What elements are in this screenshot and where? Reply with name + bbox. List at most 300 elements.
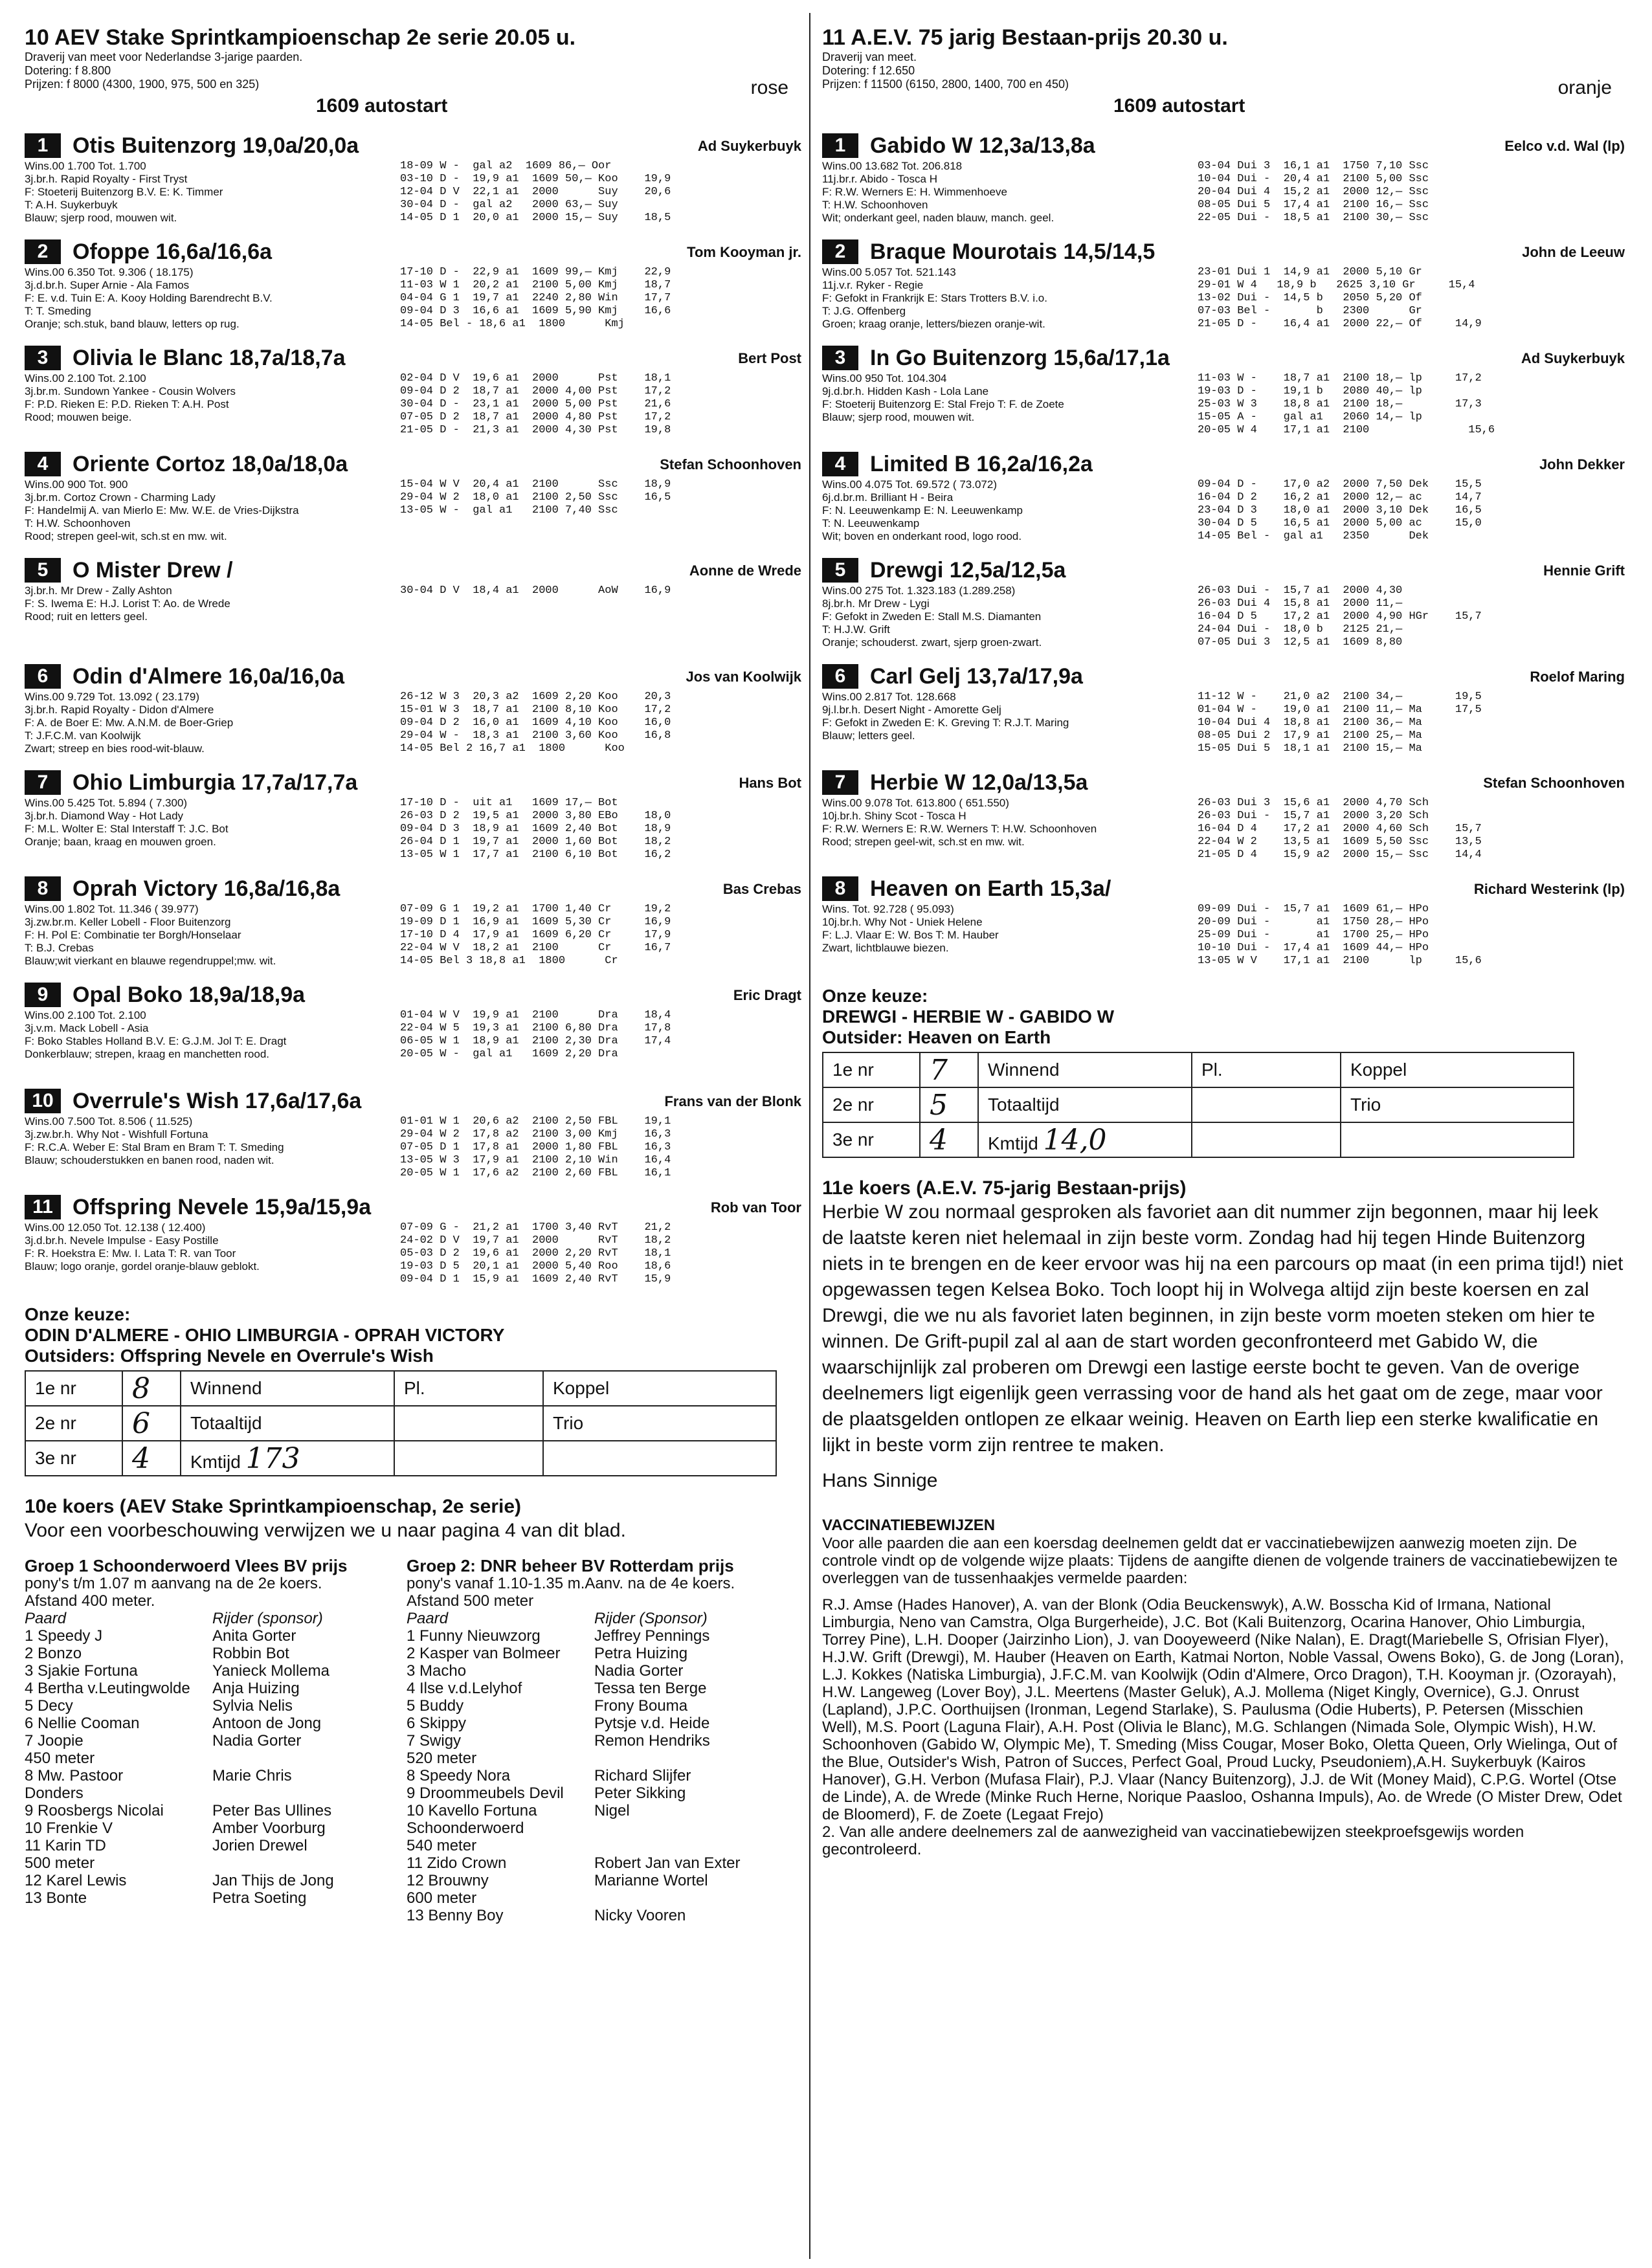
info-line: F: R.W. Werners E: R.W. Werners T: H.W. Schoonhoven — [822, 823, 1097, 835]
bet-type — [543, 1441, 776, 1476]
vaccination-intro: Voor alle paarden die aan een koersdag deelnemen geldt dat er vaccinatiebewijzen aanwezig moeten zijn. De controle vindt op de volgende wijze plaats: Tijdens de aangifte dienen de volgende trainers de vaccinatiebewijzen te overleggen van de tussenhaakjes vermelde paarden: — [822, 1535, 1618, 1587]
bet-type — [1341, 1122, 1574, 1157]
info-line: Wins.00 950 Tot. 104.304 — [822, 372, 947, 384]
bet-row-label: 3e nr — [25, 1441, 122, 1476]
pony-row — [25, 1819, 407, 1837]
keuze-outsiders: Outsiders: Offspring Nevele en Overrule's Wish — [25, 1346, 434, 1366]
bet-type: Trio — [543, 1406, 776, 1441]
rider-name: Jeffrey Pennings — [594, 1627, 710, 1645]
info-line: T: H.W. Schoonhoven — [822, 199, 928, 211]
horse-info — [25, 691, 400, 755]
info-line: Zwart; streep en bies rood-wit-blauw. — [25, 742, 205, 755]
horse-name: Opal Boko 18,9a/18,9a — [73, 982, 306, 1007]
form-line: 09-04 D 2 18,7 a1 2000 4,00 Pst 17,2 — [400, 385, 671, 397]
form-lines — [1198, 266, 1482, 331]
info-line: Wins.00 900 Tot. 900 — [25, 478, 128, 491]
keuze-heading: Onze keuze: — [25, 1304, 131, 1324]
pony-name: 13 Benny Boy — [407, 1907, 504, 1924]
pony-row — [25, 1627, 407, 1645]
info-line: 3j.br.m. Sundown Yankee - Cousin Wolvers — [25, 385, 236, 397]
bet-type: Koppel — [543, 1371, 776, 1406]
info-line: 11j.v.r. Ryker - Regie — [822, 279, 924, 291]
bet-handwritten-time[interactable]: 14,0 — [1043, 1123, 1107, 1157]
vaccination-note: 2. Van alle andere deelnemers zal de aanwezigheid van vaccinatiebewijzen steekproefsgewijs worden gecontroleerd. — [822, 1823, 1524, 1858]
form-line: 15-05 A - gal a1 2060 14,— lp — [1198, 411, 1422, 423]
info-line: Wit; onderkant geel, naden blauw, manch. geel. — [822, 212, 1055, 224]
bet-form — [822, 1052, 1574, 1158]
horse-name: Limited B 16,2a/16,2a — [870, 451, 1093, 476]
start-number: 7 — [25, 770, 61, 795]
rider-name: Nigel — [594, 1802, 630, 1819]
form-line: 26-04 D 1 19,7 a1 2000 1,60 Bot 18,2 — [400, 836, 671, 848]
info-line: F: H. Pol E: Combinatie ter Borgh/Honselaar — [25, 929, 241, 941]
keuze-heading: Onze keuze: — [822, 986, 928, 1006]
form-line: 22-05 Dui - 18,5 a1 2100 30,— Ssc — [1198, 212, 1429, 224]
info-line: Groen; kraag oranje, letters/biezen oranje-wit. — [822, 318, 1045, 330]
info-line: Rood; strepen geel-wit, sch.st en mw. wit. — [822, 836, 1025, 848]
horse-name: Olivia le Blanc 18,7a/18,7a — [73, 345, 346, 370]
start-number: 6 — [822, 664, 858, 689]
start-number: 2 — [25, 239, 61, 264]
keuze-box — [822, 986, 1625, 1158]
info-line: F: N. Leeuwenkamp E: N. Leeuwenkamp — [822, 504, 1023, 517]
form-line: 26-03 Dui - 15,7 a1 2000 4,30 — [1198, 584, 1403, 597]
form-lines — [400, 797, 671, 862]
info-line: T: A.H. Suykerbuyk — [25, 199, 118, 211]
start-number: 1 — [822, 133, 858, 158]
driver-name: Stefan Schoonhoven — [1483, 775, 1625, 791]
horse-entry — [822, 131, 1625, 228]
bet-type — [394, 1406, 543, 1441]
horse-name: Oprah Victory 16,8a/16,8a — [73, 876, 340, 901]
pony-name: 450 meter — [25, 1750, 95, 1767]
driver-name: Ad Suykerbuyk — [697, 138, 801, 154]
info-line: F: A. de Boer E: Mw. A.N.M. de Boer-Griep — [25, 717, 234, 729]
start-number: 2 — [822, 239, 858, 264]
horse-info — [25, 478, 400, 543]
horse-info — [822, 797, 1198, 862]
info-line: Wins. Tot. 92.728 ( 95.093) — [822, 903, 954, 915]
pony-name: 11 Zido Crown — [407, 1854, 507, 1872]
form-line: 20-04 Dui 4 15,2 a1 2000 12,— Ssc — [1198, 186, 1429, 198]
race-condition: Draverij van meet. — [822, 50, 917, 63]
pony-row — [25, 1767, 407, 1784]
form-line: 01-04 W - 19,0 a1 2100 11,— Ma 17,5 — [1198, 704, 1482, 716]
info-line: F: R.C.A. Weber E: Stal Bram en Bram T: T. Smeding — [25, 1141, 284, 1153]
pony-row — [25, 1837, 407, 1854]
form-line: 09-04 D 3 18,9 a1 1609 2,40 Bot 18,9 — [400, 823, 671, 835]
group-desc: Afstand 500 meter — [407, 1592, 534, 1610]
rider-name: Tessa ten Berge — [594, 1680, 707, 1697]
form-line: 01-04 W V 19,9 a1 2100 Dra 18,4 — [400, 1009, 671, 1021]
rider-name: Peter Sikking — [594, 1784, 686, 1802]
horse-name: Ohio Limburgia 17,7a/17,7a — [73, 770, 358, 795]
form-line: 04-04 G 1 19,7 a1 2240 2,80 Win 17,7 — [400, 292, 671, 304]
group-desc: pony's vanaf 1.10-1.35 m.Aanv. na de 4e koers. — [407, 1575, 735, 1592]
horse-info — [25, 903, 400, 968]
form-line: 13-05 W 1 17,7 a1 2100 6,10 Bot 16,2 — [400, 849, 671, 861]
pony-row — [25, 1645, 407, 1662]
start-number: 5 — [25, 558, 61, 583]
bet-handwritten[interactable]: 4 — [920, 1122, 978, 1157]
bet-handwritten[interactable]: 7 — [920, 1052, 978, 1087]
rider-name: Robert Jan van Exter — [594, 1854, 741, 1872]
form-line: 08-05 Dui 2 17,9 a1 2100 25,— Ma — [1198, 729, 1422, 742]
form-line: 21-05 D - 16,4 a1 2000 22,— Of 14,9 — [1198, 318, 1482, 330]
rider-name: Amber Voorburg — [212, 1819, 326, 1837]
form-line: 16-04 D 4 17,2 a1 2000 4,60 Sch 15,7 — [1198, 823, 1482, 835]
form-line: 10-10 Dui - 17,4 a1 1609 44,— HPo — [1198, 942, 1429, 954]
horse-list — [822, 131, 1625, 972]
form-lines — [1198, 478, 1482, 543]
form-lines — [1198, 691, 1482, 755]
info-line: 6j.d.br.m. Brilliant H - Beira — [822, 491, 954, 504]
pony-name: 10 Kavello Fortuna — [407, 1802, 537, 1819]
info-line: Wins.00 1.700 Tot. 1.700 — [25, 160, 146, 172]
info-line: Wins.00 5.425 Tot. 5.894 ( 7.300) — [25, 797, 188, 809]
info-line: F: Gefokt in Zweden E: K. Greving T: R.J.T. Maring — [822, 717, 1069, 729]
rider-name: Nadia Gorter — [594, 1662, 684, 1680]
preview-heading: 11e koers (A.E.V. 75-jarig Bestaan-prijs) — [822, 1177, 1187, 1199]
pony-row — [25, 1680, 407, 1697]
info-line: 9j.d.br.h. Hidden Kash - Lola Lane — [822, 385, 989, 397]
form-line: 18-09 W - gal a2 1609 86,— Oor — [400, 160, 612, 172]
form-line: 01-01 W 1 20,6 a2 2100 2,50 FBL 19,1 — [400, 1115, 671, 1128]
pony-name: 520 meter — [407, 1750, 477, 1767]
form-line: 09-04 D 2 16,0 a1 1609 4,10 Koo 16,0 — [400, 717, 671, 729]
rider-name: Petra Soeting — [212, 1889, 307, 1907]
driver-name: Eric Dragt — [733, 987, 801, 1003]
pony-name: 5 Decy — [25, 1697, 73, 1715]
pony-row — [25, 1784, 407, 1802]
horse-name: Drewgi 12,5a/12,5a — [870, 557, 1066, 583]
group-desc: pony's t/m 1.07 m aanvang na de 2e koers. — [25, 1575, 322, 1592]
form-line: 29-04 W 2 17,8 a2 2100 3,00 Kmj 16,3 — [400, 1128, 671, 1140]
info-line: Blauw; sjerp rood, mouwen wit. — [822, 411, 975, 423]
pony-row — [407, 1662, 788, 1680]
info-line: Wins.00 5.057 Tot. 521.143 — [822, 266, 956, 278]
info-line: Blauw; schouderstukken en banen rood, naden wit. — [25, 1154, 274, 1166]
info-line: 3j.d.br.h. Nevele Impulse - Easy Postille — [25, 1234, 219, 1247]
form-line: 29-01 W 4 18,9 b 2625 3,10 Gr 15,4 — [1198, 279, 1475, 291]
rider-name: Frony Bouma — [594, 1697, 688, 1715]
info-line: Wins.00 7.500 Tot. 8.506 ( 11.525) — [25, 1115, 193, 1128]
form-line: 07-05 D 2 18,7 a1 2000 4,80 Pst 17,2 — [400, 411, 671, 423]
horse-entry — [25, 131, 801, 228]
form-line: 21-05 D - 21,3 a1 2000 4,30 Pst 19,8 — [400, 424, 671, 436]
group-desc: Afstand 400 meter. — [25, 1592, 155, 1610]
form-line: 30-04 D 5 16,5 a1 2000 5,00 ac 15,0 — [1198, 517, 1482, 529]
pony-row — [407, 1784, 788, 1802]
horse-name: Odin d'Almere 16,0a/16,0a — [73, 663, 345, 689]
pony-name: 7 Joopie — [25, 1732, 84, 1750]
pony-row — [407, 1837, 788, 1854]
bet-type: Koppel — [1341, 1052, 1574, 1087]
info-line: F: S. Iwema E: H.J. Lorist T: Ao. de Wrede — [25, 597, 230, 610]
info-line: F: Handelmij A. van Mierlo E: Mw. W.E. de Vries-Dijkstra — [25, 504, 299, 517]
info-line: T: N. Leeuwenkamp — [822, 517, 920, 529]
form-line: 10-04 Dui - 20,4 a1 2100 5,00 Ssc — [1198, 173, 1429, 185]
form-lines — [400, 1009, 671, 1061]
form-line: 07-05 Dui 3 12,5 a1 1609 8,80 — [1198, 636, 1403, 649]
form-line: 15-01 W 3 18,7 a1 2100 8,10 Koo 17,2 — [400, 704, 671, 716]
race-title: 11 A.E.V. 75 jarig Bestaan-prijs 20.30 u. — [822, 25, 1228, 50]
horse-entry — [25, 662, 801, 759]
column-divider — [809, 13, 810, 2259]
horse-entry — [25, 981, 801, 1078]
horse-info — [822, 903, 1198, 968]
rider-name — [212, 1750, 407, 1767]
bet-handwritten[interactable]: 5 — [920, 1087, 978, 1122]
horse-entry — [822, 238, 1625, 335]
pony-row — [25, 1854, 407, 1872]
pony-row — [407, 1732, 788, 1750]
race-title: 10 AEV Stake Sprintkampioenschap 2e serie 20.05 u. — [25, 25, 576, 50]
form-lines — [1198, 903, 1482, 968]
race-header — [25, 25, 801, 122]
horse-name: Heaven on Earth 15,3a/ — [870, 876, 1111, 901]
preview-text: Herbie W zou normaal gesproken als favoriet aan dit nummer zijn begonnen, maar hij leek de laatste keren niet helemaal in zijn beste vorm. Zondag had hij tegen Hinde Buitenzorg niets in te brengen en de keer ervoor was hij na een parcours op maat (in een prima tijd!) niet opgewassen tegen Kelsea Boko. Toch loopt hij in Wolvega altijd zijn beste koersen en zal Drewgi, die we nu als favoriet laten beginnen, in zijn beste vorm moeten steken om hier te winnen. De Grift-pupil zal al aan de start worden geconfronteerd met Gabido W, die waarschijnlijk zal proberen om Drewgi een lastige eerste bocht te geven. Van de overige deelnemers ligt eigenlijk geen verrassing voor de hand als het gaat om de zege, maar voor de plaatsgelden ontlopen ze elkaar weinig. Heaven on Earth liep een sterke kwalificatie en lijkt in beste vorm zijn rentree te maken. — [822, 1201, 1624, 1456]
form-line: 07-03 Bel - b 2300 Gr — [1198, 305, 1422, 317]
info-line: T: B.J. Crebas — [25, 942, 94, 954]
bet-type: Kmtijd — [988, 1133, 1038, 1153]
horse-info — [25, 372, 400, 437]
pony-row — [407, 1889, 788, 1907]
pony-row — [407, 1854, 788, 1872]
bet-type: Totaaltijd — [181, 1406, 394, 1441]
race-prizes: Prijzen: f 11500 (6150, 2800, 1400, 700 en 450) — [822, 78, 1069, 91]
pony-row — [407, 1767, 788, 1784]
form-line: 23-01 Dui 1 14,9 a1 2000 5,10 Gr — [1198, 266, 1422, 278]
horse-entry — [822, 344, 1625, 441]
form-line: 17-10 D - uit a1 1609 17,— Bot — [400, 797, 618, 809]
driver-name: Roelof Maring — [1530, 669, 1625, 685]
pony-name: 9 Roosbergs Nicolai — [25, 1802, 164, 1819]
horse-list — [25, 131, 801, 1290]
horse-entry — [25, 768, 801, 865]
driver-name: Stefan Schoonhoven — [660, 456, 801, 472]
info-line: T: H.J.W. Grift — [822, 623, 890, 636]
horse-entry — [25, 556, 801, 653]
pony-name: 4 Bertha v.Leutingwolde — [25, 1680, 190, 1697]
form-line: 14-05 D 1 20,0 a1 2000 15,— Suy 18,5 — [400, 212, 671, 224]
info-line: F: R. Hoekstra E: Mw. I. Lata T: R. van Toor — [25, 1247, 236, 1260]
race-prizes: Prijzen: f 8000 (4300, 1900, 975, 500 en 325) — [25, 78, 260, 91]
horse-name: Herbie W 12,0a/13,5a — [870, 770, 1088, 795]
pony-name: 1 Speedy J — [25, 1627, 103, 1645]
start-number: 8 — [25, 876, 61, 901]
info-line: 3j.zw.br.h. Why Not - Wishfull Fortuna — [25, 1128, 208, 1140]
info-line: Wins.00 9.078 Tot. 613.800 ( 651.550) — [822, 797, 1009, 809]
form-line: 15-05 Dui 5 18,1 a1 2100 15,— Ma — [1198, 742, 1422, 755]
info-line: Wins.00 13.682 Tot. 206.818 — [822, 160, 963, 172]
pony-name: 2 Kasper van Bolmeer — [407, 1645, 561, 1662]
horse-info — [822, 691, 1198, 755]
info-line: F: R.W. Werners E: H. Wimmenhoeve — [822, 186, 1007, 198]
bet-handwritten-time[interactable]: 173 — [245, 1441, 300, 1475]
driver-name: John Dekker — [1539, 456, 1625, 472]
race-header — [822, 25, 1625, 122]
info-line: 3j.br.m. Cortoz Crown - Charming Lady — [25, 491, 216, 504]
pony-name: Schoonderwoerd — [407, 1819, 524, 1837]
info-line: Rood; mouwen beige. — [25, 411, 132, 423]
info-line: F: Stoeterij Buitenzorg B.V. E: K. Timmer — [25, 186, 223, 198]
race-color: rose — [750, 77, 788, 98]
form-lines — [400, 584, 671, 623]
keuze-picks: DREWGI - HERBIE W - GABIDO W — [822, 1006, 1115, 1027]
start-number: 1 — [25, 133, 61, 158]
rider-name: Robbin Bot — [212, 1645, 289, 1662]
form-line: 23-04 D 3 18,0 a1 2000 3,10 Dek 16,5 — [1198, 504, 1482, 517]
rider-name — [212, 1784, 407, 1802]
form-line: 14-05 Bel 3 18,8 a1 1800 Cr — [400, 955, 618, 967]
pony-row — [407, 1645, 788, 1662]
info-line: 3j.br.h. Mr Drew - Zally Ashton — [25, 584, 172, 597]
info-line: 3j.br.h. Rapid Royalty - First Tryst — [25, 173, 188, 185]
bet-type — [1192, 1122, 1341, 1157]
form-line: 15-04 W V 20,4 a1 2100 Ssc 18,9 — [400, 478, 671, 491]
bet-row-label: 2e nr — [823, 1087, 920, 1122]
form-line: 16-04 D 5 17,2 a1 2000 4,90 HGr 15,7 — [1198, 610, 1482, 623]
race-condition: Draverij van meet voor Nederlandse 3-jarige paarden. — [25, 50, 303, 63]
bet-handwritten[interactable]: 8 — [122, 1371, 181, 1406]
pony-name: 11 Karin TD — [25, 1837, 106, 1854]
form-line: 12-04 D V 22,1 a1 2000 Suy 20,6 — [400, 186, 671, 198]
race-start: 1609 autostart — [1113, 95, 1245, 117]
left-column — [25, 25, 801, 1924]
driver-name: Frans van der Blonk — [664, 1093, 801, 1109]
info-line: 3j.br.h. Diamond Way - Hot Lady — [25, 810, 184, 822]
form-line: 09-04 D - 17,0 a2 2000 7,50 Dek 15,5 — [1198, 478, 1482, 491]
pony-group-2 — [407, 1557, 788, 1924]
form-line: 11-12 W - 21,0 a2 2100 34,— 19,5 — [1198, 691, 1482, 703]
info-line: Oranje; sch.stuk, band blauw, letters op rug. — [25, 318, 240, 330]
horse-entry — [25, 344, 801, 441]
form-line: 09-04 D 1 15,9 a1 1609 2,40 RvT 15,9 — [400, 1273, 671, 1285]
bet-handwritten[interactable]: 6 — [122, 1406, 181, 1441]
driver-name: Eelco v.d. Wal (lp) — [1504, 138, 1625, 154]
form-lines — [1198, 584, 1482, 649]
pony-name: 8 Speedy Nora — [407, 1767, 511, 1784]
rider-name: Anita Gorter — [212, 1627, 296, 1645]
horse-name: Offspring Nevele 15,9a/15,9a — [73, 1194, 372, 1219]
driver-name: Ad Suykerbuyk — [1521, 350, 1625, 366]
info-line: Wins.00 4.075 Tot. 69.572 ( 73.072) — [822, 478, 997, 491]
start-number: 10 — [25, 1089, 61, 1113]
pony-row — [407, 1802, 788, 1819]
horse-entry — [25, 450, 801, 547]
horse-entry — [822, 662, 1625, 759]
bet-handwritten[interactable]: 4 — [122, 1441, 181, 1476]
rider-name: Remon Hendriks — [594, 1732, 710, 1750]
info-line: 9j.l.br.h. Desert Night - Amorette Gelj — [822, 704, 1001, 716]
horse-name: Overrule's Wish 17,6a/17,6a — [73, 1088, 362, 1113]
form-line: 13-05 W V 17,1 a1 2100 lp 15,6 — [1198, 955, 1482, 967]
pony-row — [407, 1819, 788, 1837]
pony-row — [407, 1627, 788, 1645]
pony-row — [25, 1662, 407, 1680]
bet-type-kmtijd — [181, 1441, 394, 1476]
info-line: F: M.L. Wolter E: Stal Interstaff T: J.C. Bot — [25, 823, 229, 835]
info-line: Wit; boven en onderkant rood, logo rood. — [822, 530, 1022, 542]
form-line: 29-04 W 2 18,0 a1 2100 2,50 Ssc 16,5 — [400, 491, 671, 504]
horse-entry — [25, 238, 801, 335]
form-line: 26-03 Dui 3 15,6 a1 2000 4,70 Sch — [1198, 797, 1429, 809]
pony-name: 12 Brouwny — [407, 1872, 489, 1889]
pony-group-1 — [25, 1557, 407, 1924]
race-dotering: Dotering: f 12.650 — [822, 64, 915, 77]
driver-name: Bas Crebas — [722, 881, 801, 897]
pony-row — [25, 1697, 407, 1715]
rider-name — [594, 1750, 788, 1767]
pony-name: 12 Karel Lewis — [25, 1872, 127, 1889]
form-line: 07-09 G - 21,2 a1 1700 3,40 RvT 21,2 — [400, 1221, 671, 1234]
form-line: 24-02 D V 19,7 a1 2000 RvT 18,2 — [400, 1234, 671, 1247]
bet-row-label: 1e nr — [823, 1052, 920, 1087]
rider-name: Pytsje v.d. Heide — [594, 1715, 710, 1732]
form-line: 13-05 W - gal a1 2100 7,40 Ssc — [400, 504, 618, 517]
form-line: 20-05 W - gal a1 1609 2,20 Dra — [400, 1048, 618, 1060]
form-line: 02-04 D V 19,6 a1 2000 Pst 18,1 — [400, 372, 671, 384]
rider-name: Marianne Wortel — [594, 1872, 708, 1889]
info-line: Rood; ruit en letters geel. — [25, 610, 148, 623]
bet-type: Winnend — [181, 1371, 394, 1406]
start-number: 4 — [25, 452, 61, 476]
info-line: Wins.00 12.050 Tot. 12.138 ( 12.400) — [25, 1221, 206, 1234]
preview-author: Hans Sinnige — [822, 1470, 938, 1491]
info-line: Blauw; logo oranje, gordel oranje-blauw geblokt. — [25, 1260, 260, 1273]
pony-row — [25, 1732, 407, 1750]
rider-name: Jan Thijs de Jong — [212, 1872, 334, 1889]
bet-type: Winnend — [978, 1052, 1192, 1087]
col-rijder: Rijder (sponsor) — [212, 1610, 323, 1627]
form-lines — [400, 160, 671, 225]
pony-name: 2 Bonzo — [25, 1645, 82, 1662]
start-number: 4 — [822, 452, 858, 476]
group-title: Groep 1 Schoonderwoerd Vlees BV prijs — [25, 1556, 348, 1575]
horse-name: O Mister Drew / — [73, 557, 233, 583]
group-title: Groep 2: DNR beheer BV Rotterdam prijs — [407, 1556, 734, 1575]
horse-name: Gabido W 12,3a/13,8a — [870, 133, 1095, 158]
info-line: Blauw; letters geel. — [822, 729, 915, 742]
pony-row — [407, 1680, 788, 1697]
rider-name: Antoon de Jong — [212, 1715, 322, 1732]
form-line: 22-04 W 5 19,3 a1 2100 6,80 Dra 17,8 — [400, 1022, 671, 1034]
form-line: 29-04 W - 18,3 a1 2100 3,60 Koo 16,8 — [400, 729, 671, 742]
form-line: 30-04 D - 23,1 a1 2000 5,00 Pst 21,6 — [400, 398, 671, 410]
form-line: 26-03 Dui 4 15,8 a1 2000 11,— — [1198, 597, 1403, 610]
form-line: 19-09 D 1 16,9 a1 1609 5,30 Cr 16,9 — [400, 916, 671, 928]
form-line: 22-04 W V 18,2 a1 2100 Cr 16,7 — [400, 942, 671, 954]
driver-name: Tom Kooyman jr. — [687, 244, 801, 260]
pony-row — [407, 1872, 788, 1889]
info-line: 11j.br.r. Abido - Tosca H — [822, 173, 937, 185]
info-line: F: Stoeterij Buitenzorg E: Stal Frejo T: F. de Zoete — [822, 398, 1064, 410]
form-line: 07-09 G 1 19,2 a1 1700 1,40 Cr 19,2 — [400, 903, 671, 915]
form-line: 21-05 D 4 15,9 a2 2000 15,— Ssc 14,4 — [1198, 849, 1482, 861]
horse-name: Carl Gelj 13,7a/17,9a — [870, 663, 1083, 689]
pony-groups — [25, 1557, 801, 1924]
info-line: T: H.W. Schoonhoven — [25, 517, 131, 529]
form-line: 19-03 D 5 20,1 a1 2000 5,40 Roo 18,6 — [400, 1260, 671, 1273]
pony-name: 6 Nellie Cooman — [25, 1715, 140, 1732]
horse-info — [822, 478, 1198, 543]
info-line: Wins.00 6.350 Tot. 9.306 ( 18.175) — [25, 266, 194, 278]
driver-name: Jos van Koolwijk — [686, 669, 801, 685]
form-lines — [400, 691, 671, 755]
horse-entry — [822, 450, 1625, 547]
form-line: 06-05 W 1 18,9 a1 2100 2,30 Dra 17,4 — [400, 1035, 671, 1047]
